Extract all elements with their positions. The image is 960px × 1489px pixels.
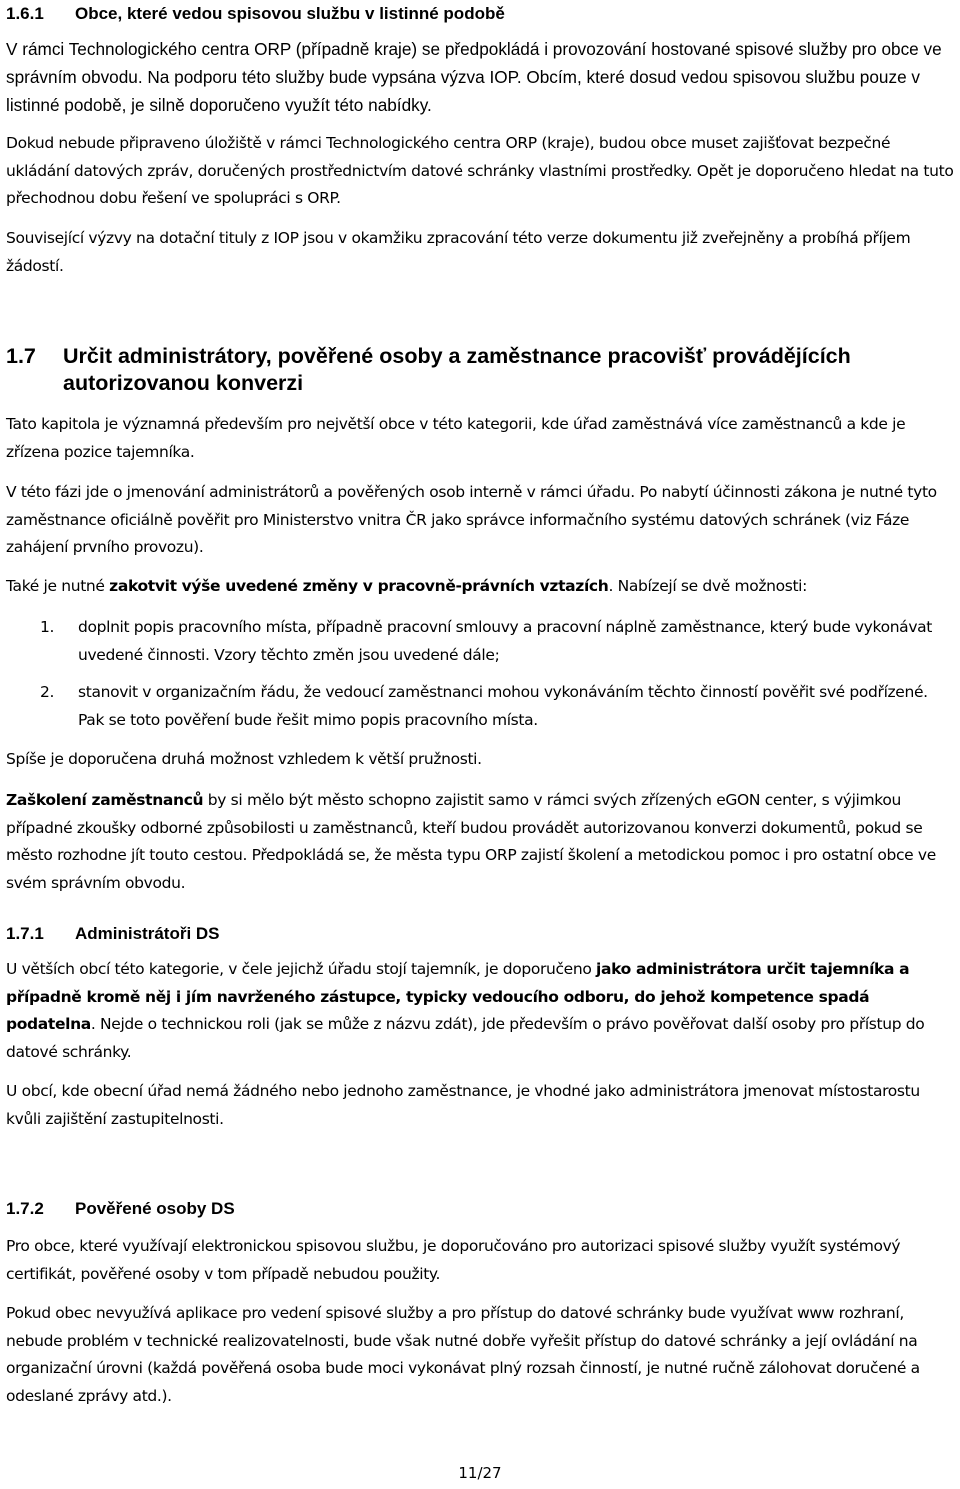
list-item xyxy=(6,679,956,734)
text-run: . Nejde o technickou roli (jak se může z názvu zdát), jde především o právo pověřovat další osoby pro přístup do datové schránky. xyxy=(6,1015,925,1061)
list-text: stanovit v organizačním řádu, že vedoucí zaměstnanci mohou vykonáváním těchto činností pověřit své podřízené. Pak se toto pověření bude řešit mimo popis pracovního místa. xyxy=(78,683,928,729)
bold-text: Zaškolení zaměstnanců xyxy=(6,791,204,809)
text-run: . Nabízejí se dvě možnosti: xyxy=(608,577,808,595)
text-run: by si mělo být město schopno zajistit samo v rámci svých zřízených eGON center, s výjimkou případné zkoušky odborné způsobilosti u zaměstnanců, kteří budou provádět autorizovanou konverzi dokumentů, pokud se město rozhodne jít touto cestou. Předpokládá se, že města typu ORP zajistí školení a metodickou pomoc i pro ostatní obce ve svém správním obvodu. xyxy=(6,791,936,892)
paragraph: Pro obce, které využívají elektronickou spisovou službu, je doporučováno pro autorizaci spisové služby využít systémový certifikát, pověřené osoby v tom případě nebudou použity. xyxy=(6,1237,901,1283)
section-1-7-1-heading xyxy=(6,923,220,945)
paragraph xyxy=(6,956,960,1066)
section-1-7-heading xyxy=(6,343,956,397)
section-1-6-1-heading xyxy=(6,3,505,25)
bold-text: jako administrátora určit tajemníka a případně kromě něj i jím navrženého zástupce, typicky vedoucího odboru, do jehož kompetence spadá podatelna xyxy=(6,960,910,1033)
section-number: 1.6.1 xyxy=(6,4,44,23)
paragraph: Spíše je doporučena druhá možnost vzhledem k větší pružnosti. xyxy=(6,750,482,768)
section-number: 1.7.1 xyxy=(6,924,44,943)
list-item xyxy=(6,614,956,669)
paragraph: V této fázi jde o jmenování administrátorů a pověřených osob interně v rámci úřadu. Po nabytí účinnosti zákona je nutné tyto zaměstnance oficiálně pověřit pro Ministerstvo vnitra ČR jako správce informačního systému datových schránek (viz Fáze zahájení prvního provozu). xyxy=(6,483,937,556)
section-title: Administrátoři DS xyxy=(75,924,220,943)
section-1-7-2-heading xyxy=(6,1198,235,1220)
page-number: 11/27 xyxy=(458,1464,502,1482)
list-text: doplnit popis pracovního místa, případně pracovní smlouvy a pracovní náplně zaměstnance, který bude vykonávat uvedené činnosti. Vzory těchto změn jsou uvedené dále; xyxy=(78,618,933,664)
section-title: Určit administrátory, pověřené osoby a zaměstnance pracovišť provádějících autorizovanou konverzi xyxy=(63,344,851,395)
paragraph: V rámci Technologického centra ORP (případně kraje) se předpokládá i provozování hostované spisové služby pro obce ve správním obvodu. Na podporu této služby bude vypsána výzva IOP. Obcím, které dosud vedou spisovou službu pouze v listinné podobě, je silně doporučeno využít této nabídky. xyxy=(6,39,942,115)
paragraph: Tato kapitola je významná především pro největší obce v této kategorii, kde úřad zaměstnává více zaměstnanců a kde je zřízena pozice tajemníka. xyxy=(6,415,906,461)
bold-text: zakotvit výše uvedené změny v pracovně-právních vztazích xyxy=(109,577,609,595)
section-number: 1.7.2 xyxy=(6,1199,44,1218)
list-number: 1. xyxy=(40,618,55,636)
paragraph xyxy=(6,787,956,897)
paragraph: Pokud obec nevyužívá aplikace pro vedení spisové služby a pro přístup do datové schránky bude využívat www rozhraní, nebude problém v technické realizovatelnosti, bude však nutné dobře vyřešit přístup do datové schránky a její ovládání na organizační úrovni (každá pověřená osoba bude moci vykonávat plný rozsah činností, je nutné ručně zálohovat doručené a odeslané zprávy atd.). xyxy=(6,1304,920,1405)
section-title: Obce, které vedou spisovou službu v listinné podobě xyxy=(75,4,505,23)
section-number: 1.7 xyxy=(6,344,36,368)
paragraph: U obcí, kde obecní úřad nemá žádného nebo jednoho zaměstnance, je vhodné jako administrátora jmenovat místostarostu kvůli zajištění zastupitelnosti. xyxy=(6,1082,920,1128)
text-run: Také je nutné xyxy=(6,577,110,595)
paragraph: Dokud nebude připraveno úložiště v rámci Technologického centra ORP (kraje), budou obce muset zajišťovat bezpečné ukládání datových zpráv, doručených prostřednictvím datové schránky vlastními prostředky. Opět je doporučeno hledat na tuto přechodnou dobu řešení ve spolupráci s ORP. xyxy=(6,134,954,207)
list-number: 2. xyxy=(40,683,55,701)
section-title: Pověřené osoby DS xyxy=(75,1199,235,1218)
paragraph xyxy=(6,573,956,601)
text-run: U větších obcí této kategorie, v čele jejichž úřadu stojí tajemník, je doporučeno xyxy=(6,960,597,978)
paragraph: Související výzvy na dotační tituly z IOP jsou v okamžiku zpracování této verze dokumentu již zveřejněny a probíhá příjem žádostí. xyxy=(6,229,911,275)
